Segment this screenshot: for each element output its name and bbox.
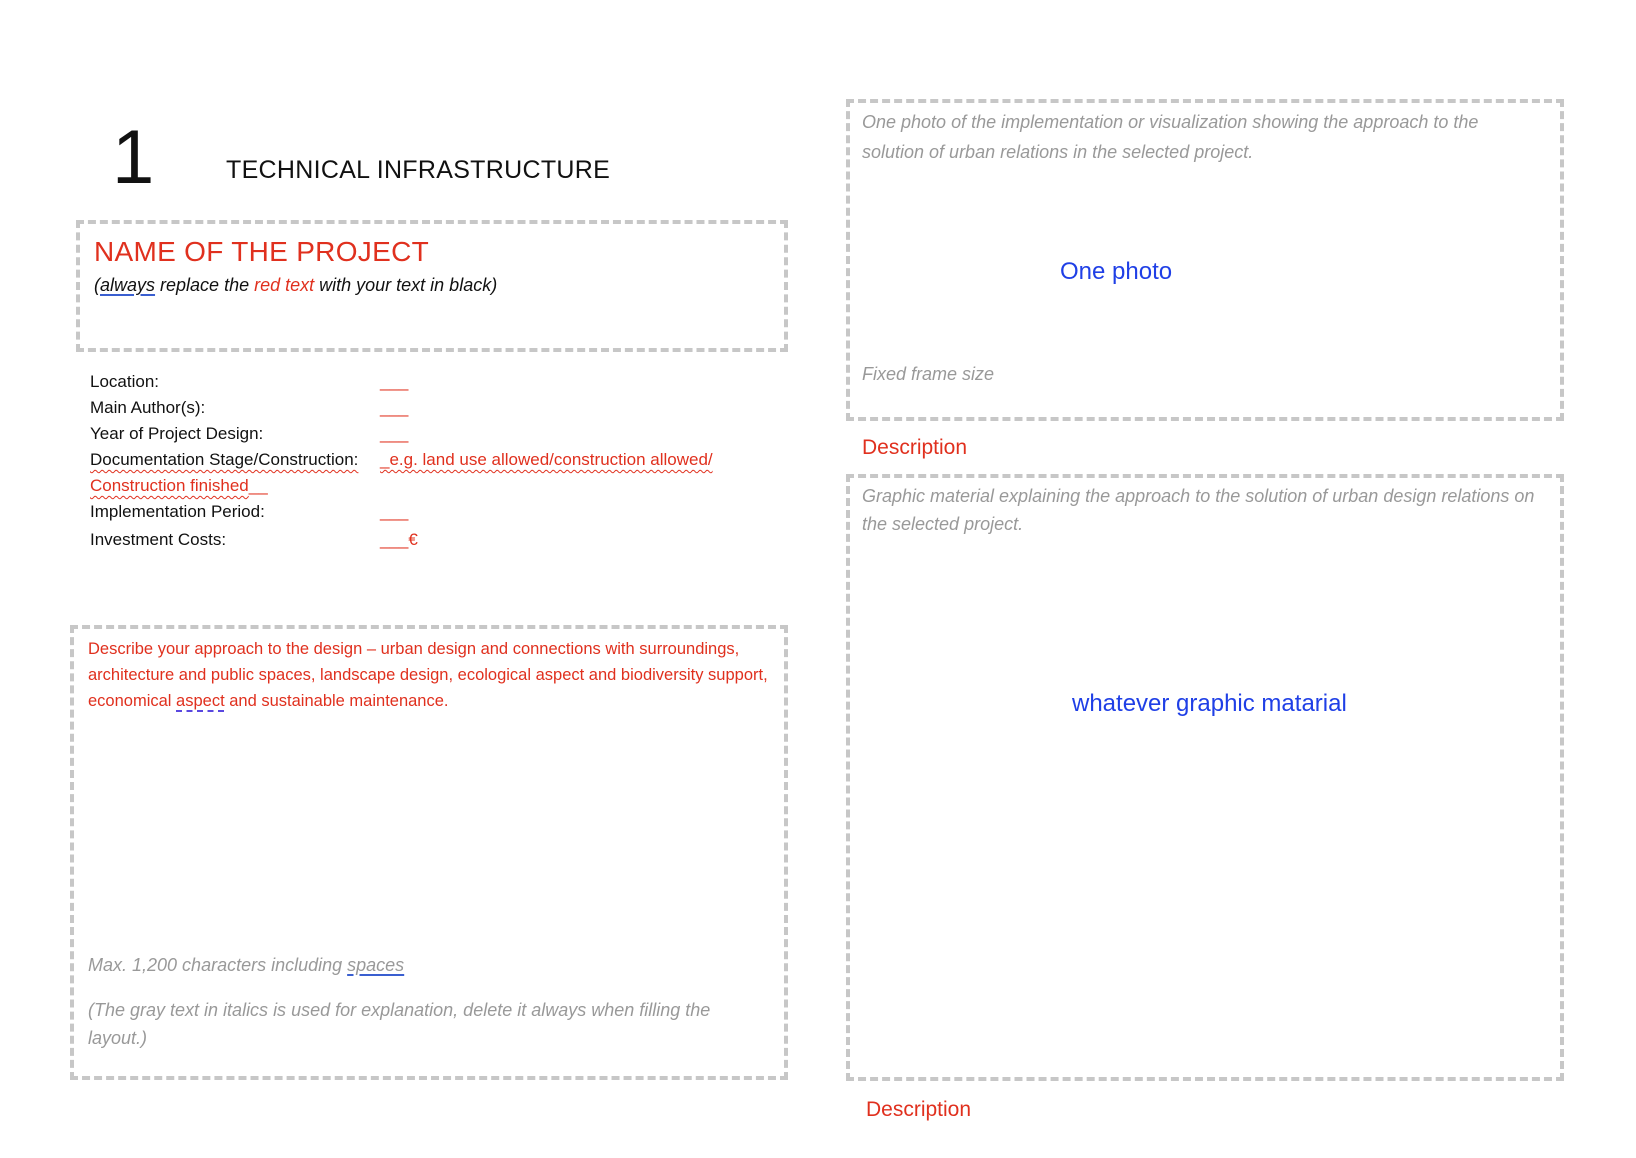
project-name[interactable]: NAME OF THE PROJECT bbox=[94, 236, 429, 267]
location-label: Location: bbox=[90, 372, 159, 391]
authors-value[interactable]: ___ bbox=[380, 398, 409, 417]
description-text[interactable] bbox=[88, 636, 776, 714]
costs-value[interactable]: ___€ bbox=[380, 530, 418, 549]
authors-label: Main Author(s): bbox=[90, 398, 206, 417]
year-label: Year of Project Design: bbox=[90, 424, 264, 443]
hint-open: ( bbox=[94, 275, 100, 295]
stage-value[interactable]: _e.g. land use allowed/construction allowed/ bbox=[380, 450, 713, 469]
section-number: 1 bbox=[112, 115, 155, 200]
photo-description-label[interactable]: Description bbox=[862, 436, 968, 459]
photo-hint: One photo of the implementation or visualization showing the approach to the solution of urban relations in the selected project. bbox=[862, 112, 1479, 162]
graphic-placeholder[interactable]: whatever graphic matarial bbox=[1072, 690, 1347, 717]
graphic-hint: Graphic material explaining the approach to the solution of urban design relations on the selected project. bbox=[862, 486, 1535, 534]
hint-always: always bbox=[100, 275, 156, 295]
year-value[interactable]: ___ bbox=[380, 424, 409, 443]
description-text-part2: and sustainable maintenance. bbox=[224, 692, 449, 710]
hint-end: with your text in black) bbox=[314, 275, 498, 295]
hint-middle: replace the bbox=[155, 275, 255, 295]
graphic-frame[interactable] bbox=[846, 474, 1564, 1081]
max-chars-prefix: Max. 1,200 characters including bbox=[88, 955, 348, 975]
max-characters-note bbox=[88, 955, 404, 976]
stage-value-tail: __ bbox=[248, 476, 268, 495]
location-value[interactable]: ___ bbox=[380, 372, 409, 391]
description-text-part1: Describe your approach to the design – urban design and connections with surroundings, architecture and public spaces, landscape design, ecological aspect and biodiversity support, economical bbox=[88, 640, 768, 710]
stage-value-cont-text: Construction finished bbox=[90, 476, 249, 495]
project-name-hint bbox=[94, 275, 497, 296]
stage-value-continued[interactable] bbox=[90, 476, 268, 496]
gray-text-explanation: (The gray text in italics is used for explanation, delete it always when filling the layout.) bbox=[88, 1000, 711, 1048]
costs-label: Investment Costs: bbox=[90, 530, 227, 549]
period-value[interactable]: ___ bbox=[380, 502, 409, 521]
graphic-description-label[interactable]: Description bbox=[866, 1098, 972, 1121]
hint-red-text: red text bbox=[254, 275, 315, 295]
period-label: Implementation Period: bbox=[90, 502, 265, 521]
description-text-aspect: aspect bbox=[176, 692, 225, 710]
photo-placeholder[interactable]: One photo bbox=[1060, 258, 1173, 285]
stage-label: Documentation Stage/Construction: bbox=[90, 450, 359, 469]
max-chars-spaces: spaces bbox=[347, 955, 405, 975]
fixed-frame-size-note: Fixed frame size bbox=[862, 364, 995, 384]
section-title: TECHNICAL INFRASTRUCTURE bbox=[226, 156, 611, 184]
